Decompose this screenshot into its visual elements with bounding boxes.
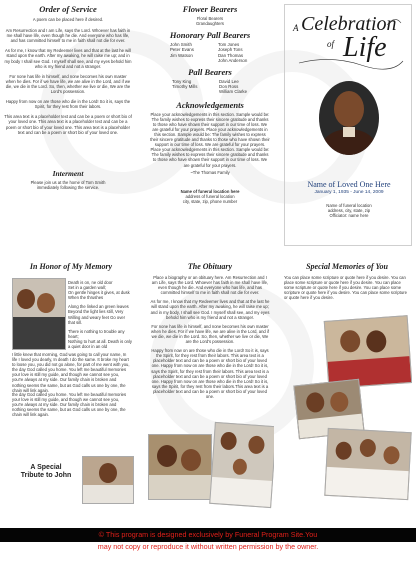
title-prefix: A bbox=[293, 23, 299, 33]
bearer-name: Peter Evans bbox=[170, 47, 194, 53]
poem-line: There is nothing to trouble any heart; bbox=[68, 328, 125, 339]
portrait-collar bbox=[343, 127, 355, 137]
poem-line: On gentle hinges it gives, at dusk bbox=[68, 290, 130, 296]
bearer-name: David Lee bbox=[219, 79, 239, 84]
service-paragraph: Happy from now on are those who die in the Lord! So it is, says the Spirit, for they rest from their labors. bbox=[5, 99, 131, 110]
portrait-face bbox=[334, 91, 364, 127]
bearer-name: John Anderson bbox=[218, 57, 248, 63]
title-line2: Life bbox=[343, 32, 387, 63]
title-of: of bbox=[327, 39, 335, 49]
poem-right-column bbox=[68, 280, 132, 349]
title-flourish bbox=[291, 11, 407, 71]
poem-line: When the thrushes bbox=[68, 295, 104, 301]
copyright-line-1: © This program is designed exclusively by Funeral Program Site.You bbox=[98, 530, 318, 539]
bearer-name: Tony King bbox=[172, 79, 192, 84]
poem-line: Death is on, ne old door bbox=[68, 280, 113, 285]
bearer-name: Tom Jones bbox=[218, 42, 240, 48]
photo-clothes bbox=[13, 317, 65, 349]
program-inside-spread bbox=[0, 252, 416, 526]
photo-person-woman bbox=[181, 449, 201, 471]
photo-person-child bbox=[99, 463, 117, 483]
flower-bearer-name: Grandaughters bbox=[196, 21, 224, 27]
honorary-pall-bearers-heading: Honorary Pall Bearers bbox=[169, 30, 251, 41]
service-paragraph: For none has life in himself, and none becomes his own master when he dies. For if we have life, we are alive in the Lord, and if we die, we die in the Lord. So, then, whether we live or die, We are the Lord's possession. bbox=[5, 73, 131, 95]
poem-line: Nothing to hurt at all. Death is only a quiet door in an old bbox=[68, 338, 133, 350]
memories-photo-family bbox=[324, 428, 411, 500]
poem-full-text: I little knew that morning, God was going to call your name, In life I loved you dearly, In death I do the same. It broke my heart to loose you, you did not go alone, for part of me went with you, the day God called you home. You left me beautiful memories your love is still my guide, and though we cannot see you, you're always at my side. Our family chain is broken and nothing seems the same, but as God calls us one by one, the chain will link again. bbox=[12, 352, 130, 393]
acknowledgements-signature: ~The Thomas Family bbox=[190, 169, 230, 175]
program-outside-spread bbox=[0, 0, 416, 248]
honorary-pall-bearers-list bbox=[170, 42, 260, 63]
title-line1: Celebration bbox=[301, 13, 397, 35]
acknowledgements-text: Place your acknowledgements in this section. Sample would be: The family wishes to express their sincere gratitude and thanks to those who have shown their support in our time of loss. We are grateful for your prayers. Place your acknowledgements in this section. Sample would be: The family wishes to express their sincere gratitude and thanks to those who have shown their support in our time of loss. We are grateful for your prayers. Place your acknowledgements in this section. Sample would be: The family wishes to express their sincere gratitude and thanks to those who have shown their support in our time of loss. We are grateful for your prayers. bbox=[150, 111, 270, 168]
bearer-name: Timothy Mills bbox=[172, 84, 198, 90]
bearer-name: John Smith bbox=[170, 42, 192, 48]
flower-bearers-heading: Flower Bearers bbox=[182, 4, 238, 14]
obituary-photo-couple bbox=[148, 434, 212, 500]
interment-heading: Interment bbox=[52, 168, 84, 178]
funeral-location-address: address of funeral location bbox=[185, 193, 235, 199]
obituary-paragraph: Happy from now on are those who die in the Lord! So it is, says the Spirit, for they rest from their labors. This area text is a placeholder text and can be a poem or short bio of your loved one. Happy from now on are those who die in the Lord! So it is, says the Spirit, for they rest from their labors. This area text is a placeholder text and can be a poem or short bio of your loved one. Happy from now on are those who die in the Lord! So it is, says the Spirit, for they rest from their labors.This area text is a placeholder text and can be a poem or short bio of your loved one. bbox=[151, 348, 269, 399]
pall-bearers-heading: Pall Bearers bbox=[188, 67, 232, 77]
bearer-name bbox=[172, 89, 213, 94]
cover-location-address: address, city, state, zip bbox=[327, 208, 371, 213]
bearers-panel bbox=[146, 0, 274, 248]
photo-person-child bbox=[232, 458, 247, 475]
order-of-service-panel bbox=[4, 0, 132, 248]
cover-location-name: Name of funeral location bbox=[326, 203, 372, 208]
poem-line: Beyond the light lies still, Very bbox=[68, 309, 124, 315]
photo-clothes bbox=[325, 467, 408, 499]
bearer-name: Jim Watson bbox=[170, 52, 193, 58]
photo-person-adult bbox=[335, 441, 352, 460]
cover-officiator: Officiator: name here bbox=[329, 213, 369, 218]
poem-line: Set in a garden wall; bbox=[68, 285, 106, 291]
photo-person-man bbox=[366, 330, 387, 353]
service-paragraph: As for me, I know that my Redeemer lives and that at the last he will stand upon the earth. After my awaking, he will raise me up; and in my body I shall see God. I myself shall see, and my eyes behold him who is my friend and not a stranger. bbox=[4, 48, 132, 69]
photo-person-adult bbox=[220, 431, 237, 450]
photo-person-man bbox=[17, 289, 35, 309]
bearer-name: William Clarke bbox=[219, 89, 248, 95]
funeral-location-city: city, state, zip, phone number bbox=[182, 198, 238, 204]
bearer-name: Dan Thomas bbox=[218, 52, 244, 58]
photo-person-child bbox=[383, 446, 400, 465]
obituary-paragraph: As for me, I know that my Redeemer lives and that at the last he will stand upon the earth. After my awaking, he will raise me up; and in my body, I shall see God. I myself shall see, and my eyes behold him who is my friend and not a stranger. bbox=[150, 299, 270, 320]
poem-line: Willing and weary feet Go over that sill. bbox=[68, 314, 126, 325]
copyright-line-2: may not copy or reproduce it without written permission by the owner. bbox=[97, 542, 319, 551]
obituary-heading: The Obituary bbox=[187, 262, 233, 271]
bearer-name: Don Ross bbox=[219, 84, 239, 90]
photo-clothes bbox=[149, 475, 211, 499]
order-of-service-heading: Order of Service bbox=[39, 4, 97, 14]
pall-bearers-list bbox=[172, 79, 260, 95]
photo-person-adult bbox=[359, 439, 376, 458]
obituary-paragraph: For none has life in himself, and none becomes his own master when he dies. For if we have life, we are alive in the Lord, and if we die, we die in the Lord. So, then, whether we live or die, We are the Lord's possession. bbox=[150, 323, 269, 345]
photo-clothes bbox=[210, 477, 272, 507]
obituary-photo-family bbox=[209, 422, 274, 508]
flower-bearer-name: Floral Bearers bbox=[196, 16, 224, 21]
cover-panel bbox=[284, 4, 412, 246]
funeral-location-name: Name of funeral location here bbox=[180, 188, 240, 194]
acknowledgements-heading: Acknowledgements bbox=[176, 99, 244, 110]
photo-person-woman bbox=[37, 293, 55, 313]
memories-photo-couple bbox=[324, 315, 412, 389]
service-paragraph: Am Resurrection and I am Life, says the Lord. Whoever has faith in me shall have life, even though he die. And everyone who has life, and has committed himself to me in faith shall not die for ever. bbox=[5, 28, 131, 44]
service-paragraph: This area text is a placeholder text and can be a poem or short bio of your loved one. This area text is a placeholder text and can be a poem or short bio of your loved one. This area text is a placeholder text and can be a poem or short bio of your loved one. bbox=[4, 114, 132, 135]
interment-text: Please join us at the home of Tom Smith immediately following the service. bbox=[30, 179, 106, 190]
photo-person-woman bbox=[329, 391, 349, 413]
bearer-name: Joseph Tons bbox=[218, 47, 243, 53]
poem-full-text-repeat: the day God called you home. You left me beautiful memories your love is still my guide, and though we cannot see you, you're always at my side. Our family chain is broken and nothing seems the same, but as God calls us one by one, the chain will link again. bbox=[12, 392, 127, 418]
special-memories-panel bbox=[282, 252, 412, 526]
photo-shirt bbox=[83, 485, 133, 503]
cover-dates: January 1, 1935 - June 14, 2009 bbox=[314, 190, 384, 195]
obituary-paragraph: Place a biography or an obituary here. Am Resurrection and I am Life, says the Lord. Whoever has faith in me shall have life, even though he die. And everyone who has life, and has committed himself to me in faith shall not die for ever. bbox=[151, 275, 269, 296]
cover-title bbox=[291, 11, 407, 71]
portrait-photo bbox=[319, 81, 379, 155]
photo-person-man bbox=[157, 445, 177, 467]
cover-loved-one-name: Name of Loved One Here bbox=[307, 180, 391, 189]
in-honor-heading: In Honor of My Memory bbox=[29, 262, 113, 271]
obituary-panel bbox=[146, 252, 274, 526]
photo-person-woman bbox=[339, 330, 360, 353]
in-honor-panel bbox=[8, 252, 134, 526]
photo-person-man bbox=[305, 392, 325, 414]
tribute-photo bbox=[82, 456, 134, 504]
special-memories-heading: Special Memories of You bbox=[306, 262, 388, 271]
poem-line: Along the linked an green leaves bbox=[68, 304, 129, 310]
couple-photo bbox=[12, 278, 66, 350]
poem-placeholder: A poem can be placed here if desired. bbox=[32, 17, 104, 22]
special-tribute-label: A Special Tribute to John bbox=[20, 464, 72, 479]
bearer-name bbox=[170, 58, 212, 63]
special-memories-text: You can place some scripture or quote here if you desire. You can place some scripture or quote here if you desire. You can place some scripture or quote here if you desire. You can place some scripture or quote here if you desire. You can place some scripture or quote here if you desire. bbox=[284, 275, 407, 301]
photo-person-adult bbox=[248, 435, 265, 454]
